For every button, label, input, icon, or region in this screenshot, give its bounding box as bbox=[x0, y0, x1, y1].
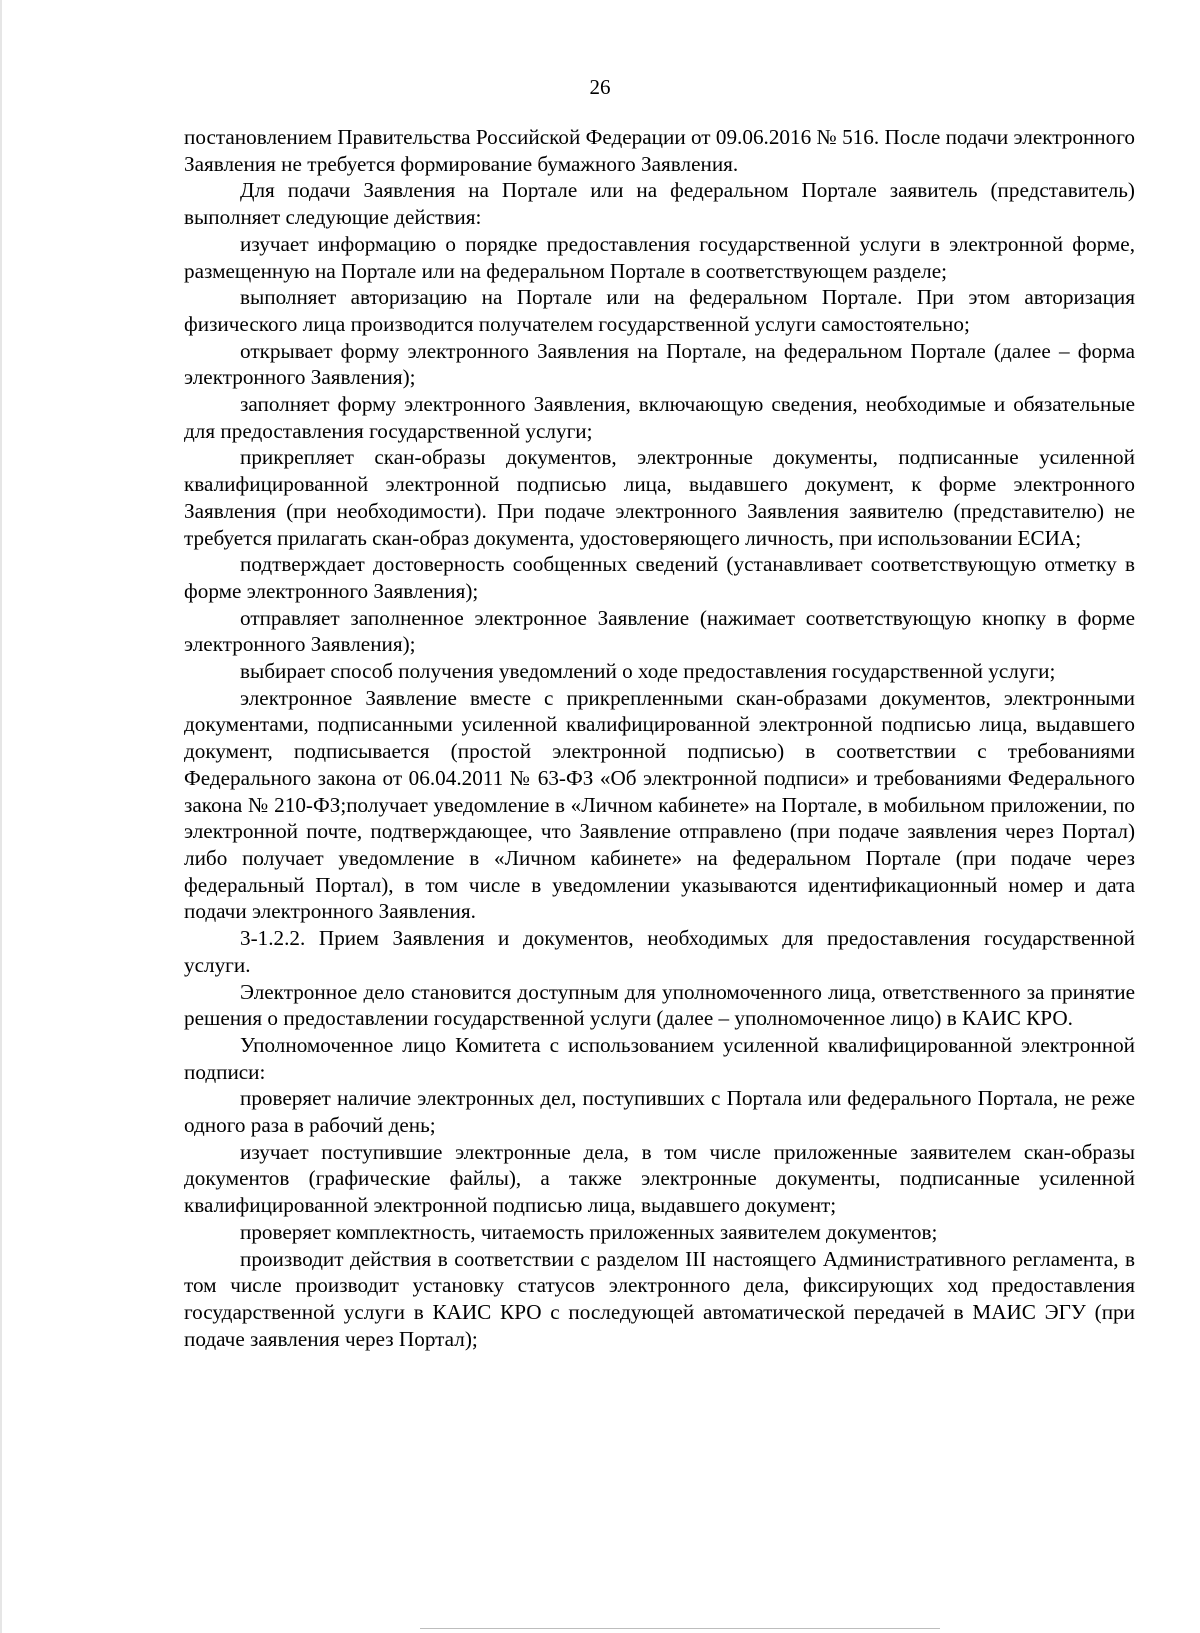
paragraph-15: проверяет наличие электронных дел, поступивших с Портала или федерального Портала, не реже одного раза в рабочий день; bbox=[184, 1086, 1135, 1138]
paragraph-18: производит действия в соответствии с разделом III настоящего Административного регламента, в том числе производит установку статусов электронного дела, фиксирующих ход предоставления государственной услуги в КАИС КРО с последующей автоматической передачей в МАИС ЭГУ (при подаче заявления через Портал); bbox=[184, 1246, 1135, 1351]
paragraph-11: электронное Заявление вместе с прикрепленными скан-образами документов, электронными документами, подписанными усиленной квалифицированной электронной подписью лица, выдавшего документ, подписывается (простой электронной подписью) в соответствии с требованиями Федерального закона от 06.04.2011 № 63-ФЗ «Об электронной подписи» и требованиями Федерального закона № 210-ФЗ;получает уведомление в «Личном кабинете» на Портале, в мобильном приложении, по электронной почте, подтверждающее, что Заявление отправлено (при подаче заявления через Портал) либо получает уведомление в «Личном кабинете» на федеральном Портале (при подаче через федеральный Портал), в том числе в уведомлении указываются идентификационный номер и дата подачи электронного Заявления. bbox=[184, 685, 1135, 924]
paragraph-4: выполняет авторизацию на Портале или на федеральном Портале. При этом авторизация физического лица производится получателем государственной услуги самостоятельно; bbox=[184, 285, 1135, 336]
paragraph-9: отправляет заполненное электронное Заявление (нажимает соответствующую кнопку в форме электронного Заявления); bbox=[184, 605, 1135, 657]
paragraph-17: проверяет комплектность, читаемость приложенных заявителем документов; bbox=[240, 1219, 938, 1244]
scan-edge-left bbox=[0, 0, 2, 1633]
paragraph-7: прикрепляет скан-образы документов, электронные документы, подписанные усиленной квалифицированной электронной подписью лица, выдавшего документ, к форме электронного Заявления (при необходимости). При подаче электронного Заявления заявителю (представителю) не требуется прилагать скан-образ документа, удостоверяющего личность, при использовании ЕСИА; bbox=[184, 445, 1135, 550]
paragraph-1: постановлением Правительства Российской Федерации от 09.06.2016 № 516. После подачи электронного Заявления не требуется формирование бумажного Заявления. bbox=[184, 125, 1135, 176]
paragraph-3: изучает информацию о порядке предоставления государственной услуги в электронной форме, размещенную на Портале или на федеральном Портале в соответствующем разделе; bbox=[184, 231, 1135, 283]
paragraph-16: изучает поступившие электронные дела, в том числе приложенные заявителем скан-образы документов (графические файлы), а также электронные документы, подписанные усиленной квалифицированной электронной подписью лица, выдавшего документ; bbox=[184, 1139, 1135, 1218]
paragraph-5: открывает форму электронного Заявления на Портале, на федеральном Портале (далее – форма электронного Заявления); bbox=[184, 338, 1135, 390]
page-number: 26 bbox=[589, 75, 611, 99]
paragraph-6: заполняет форму электронного Заявления, включающую сведения, необходимые и обязательные для предоставления государственной услуги; bbox=[184, 392, 1135, 443]
scan-edge-bottom bbox=[420, 1628, 940, 1629]
paragraph-13: Электронное дело становится доступным для уполномоченного лица, ответственного за принятие решения о предоставлении государственной услуги (далее – уполномоченное лицо) в КАИС КРО. bbox=[184, 979, 1135, 1031]
paragraph-14: Уполномоченное лицо Комитета с использованием усиленной квалифицированной электронной подписи: bbox=[184, 1032, 1135, 1084]
document-body bbox=[184, 124, 1135, 1352]
paragraph-2: Для подачи Заявления на Портале или на федеральном Портале заявитель (представитель) выполняет следующие действия: bbox=[184, 178, 1135, 230]
paragraph-10: выбирает способ получения уведомлений о ходе предоставления государственной услуги; bbox=[240, 659, 1056, 684]
paragraph-8: подтверждает достоверность сообщенных сведений (устанавливает соответствующую отметку в форме электронного Заявления); bbox=[184, 552, 1135, 603]
paragraph-12: 3-1.2.2. Прием Заявления и документов, необходимых для предоставления государственной услуги. bbox=[184, 926, 1135, 977]
